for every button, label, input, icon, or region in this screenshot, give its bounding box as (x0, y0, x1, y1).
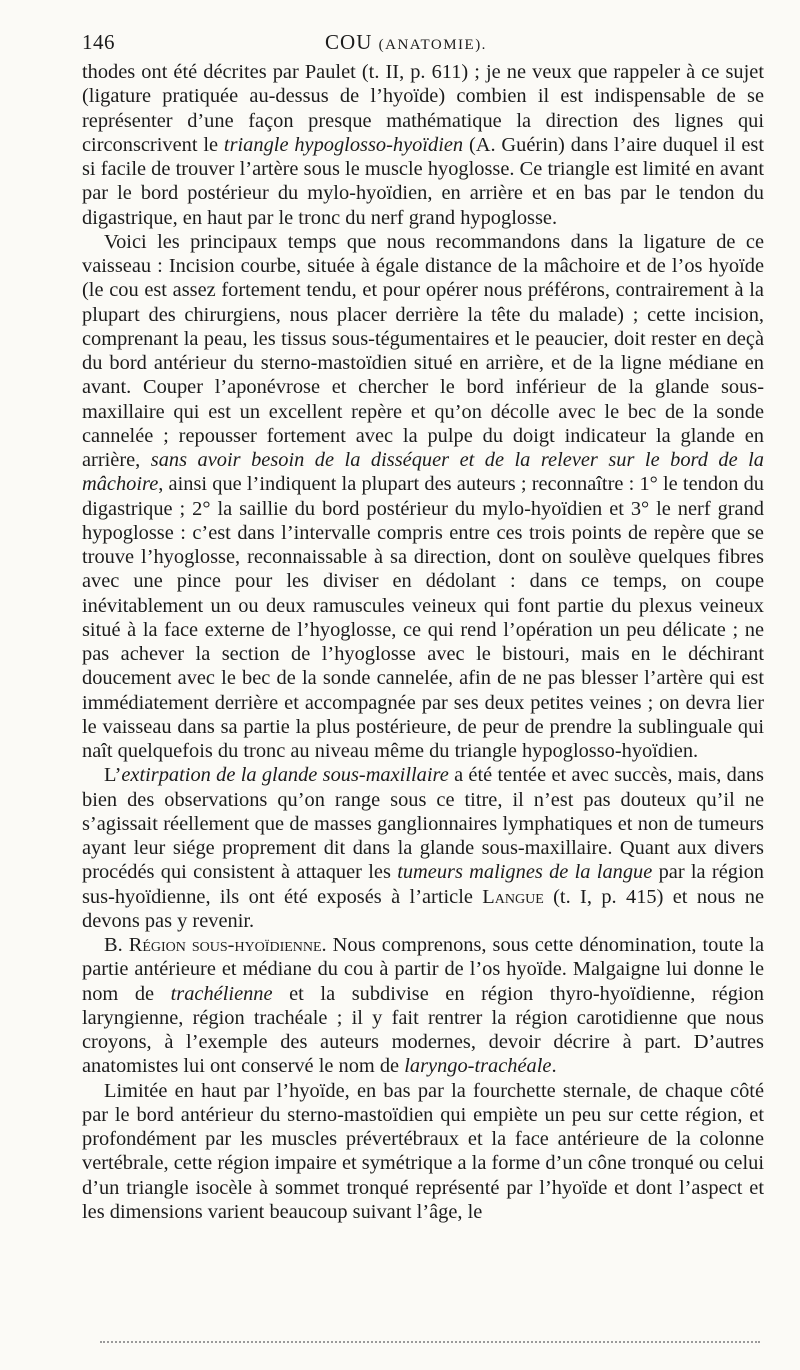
italic-text: laryngo-trachéale (404, 1055, 552, 1078)
text-run: et la subdivise en région thyro-hyoïdienne, région laryngienne, région trachéale ; il y fait rentrer la région carotidienne que nous croyons, à l’exemple des auteurs modernes, devoir décrire à part. D’autres anatomistes lui ont conservé le nom de (82, 982, 764, 1078)
paragraph (82, 933, 764, 1079)
text-run: B. (104, 934, 129, 956)
paragraph (82, 1079, 764, 1225)
small-caps-text: Langue (482, 885, 544, 908)
text-run: . (551, 1055, 557, 1078)
body-text (82, 60, 764, 1224)
paragraph (82, 60, 764, 230)
running-title (82, 30, 730, 55)
page-number: 146 (82, 30, 115, 54)
running-title-main: COU (325, 30, 373, 54)
paragraph (82, 230, 764, 764)
text-run: a été tentée et avec succès, mais, dans bien des observations qu’on range sous ce titre, il n’est pas douteux qu’il ne s’agissait réellement que de masses ganglionnaires lymphatiques et non de tumeurs ayant leur siége proprement dit dans la glande sous-maxillaire. Quant aux divers procédés qui consistent à attaquer les (82, 764, 764, 884)
italic-text: triangle hypoglosso-hyoïdien (223, 133, 464, 156)
running-title-sub: (ANATOMIE). (378, 37, 487, 53)
text-run: (t. I, p. 415) et nous ne devons pas y revenir. (82, 885, 764, 932)
text-run: par la région sus-hyoïdienne, ils ont été exposés à l’article (82, 861, 764, 908)
text-run: thodes ont été décrites par Paulet (t. II, p. 611) ; je ne veux que rappeler à ce sujet (ligature pratiquée au-dessus de l’hyoïde) combien il est indispensable de se représenter d’une façon presque mathématique la direction des lignes qui circonscrivent le (82, 61, 764, 156)
italic-text: trachélienne (170, 982, 273, 1005)
small-caps-text: Région sous-hyoïdienne. (128, 934, 327, 956)
text-run: Limitée en haut par l’hyoïde, en bas par la fourchette sternale, de chaque côté par le bord antérieur du sterno-mastoïdien qui empiète un peu sur cette région, et profondément par les muscles prévertébraux et la face antérieure de la colonne vertébrale, cette région impaire et symétrique a la forme d’un cône tronqué ou celui d’un triangle isocèle à sommet tronqué représenté par l’hyoïde et dont l’aspect et les dimensions varient beaucoup suivant l’âge, le (82, 1079, 764, 1223)
paragraph (82, 763, 764, 933)
text-run: , ainsi que l’indiquent la plupart des auteurs ; reconnaître : 1° le tendon du digastrique ; 2° la saillie du bord postérieur du mylo-hyoïdien et 3° le nerf grand hypoglosse : c’est dans l’intervalle compris entre ces trois points de repère que se trouve l’hyoglosse, reconnaissable à sa direction, dont on soulève quelques fibres avec une pince pour les diviser en dédolant : dans ce temps, on coupe inévitablement un ou deux ramuscules veineux qui font partie du plexus veineux situé à la face externe de l’hyoglosse, ce qui rend l’opération un peu délicate ; ne pas achever la section de l’hyoglosse avec le bistouri, mais en le déchirant doucement avec le bec de la sonde cannelée, afin de ne pas blesser l’artère qui est immédiatement derrière et accompagnée par ses deux petites veines ; on devra lier le vaisseau dans sa partie la plus postérieure, de peur de prendre la sublinguale qui naît quelquefois du tronc au niveau même du triangle hypoglosso-hyoïdien. (82, 473, 764, 762)
italic-text: sans avoir besoin de la disséquer et de la relever sur le bord de la mâchoire (82, 449, 764, 496)
footer-rule (100, 1341, 760, 1343)
text-run: Voici les principaux temps que nous recommandons dans la ligature de ce vaisseau : Incision courbe, située à égale distance de la mâchoire et de l’os hyoïde (le cou est assez fortement tendu, et pour opérer nous préférons, contrairement à la plupart des chirurgiens, nous placer derrière la tête du malade) ; cette incision, comprenant la peau, les tissus sous-tégumentaires et le peaucier, doit rester en deçà du bord antérieur du sterno-mastoïdien situé en arrière, et de la ligne médiane en avant. Couper l’aponévrose et chercher le bord inférieur de la glande sous-maxillaire qui est un excellent repère et qu’on décolle avec le bec de la sonde cannelée ; repousser fortement avec la pulpe du doigt indicateur la glande en arrière, (82, 230, 764, 471)
italic-text: tumeurs malignes de la langue (397, 861, 653, 884)
text-run: L’ (104, 764, 122, 787)
page-header (82, 26, 730, 60)
italic-text: extirpation de la glande sous-maxillaire (121, 764, 449, 787)
text-run: Nous comprenons, sous cette dénomination, toute la partie antérieure et médiane du cou à partir de l’os hyoïde. Malgaigne lui donne le nom de (82, 934, 765, 1005)
text-run: (A. Guérin) dans l’aire duquel il est si facile de trouver l’artère sous le muscle hyoglosse. Ce triangle est limité en avant par le bord postérieur du mylo-hyoïdien, en arrière et en bas par le tendon du digastrique, en haut par le tronc du nerf grand hypoglosse. (82, 133, 764, 229)
